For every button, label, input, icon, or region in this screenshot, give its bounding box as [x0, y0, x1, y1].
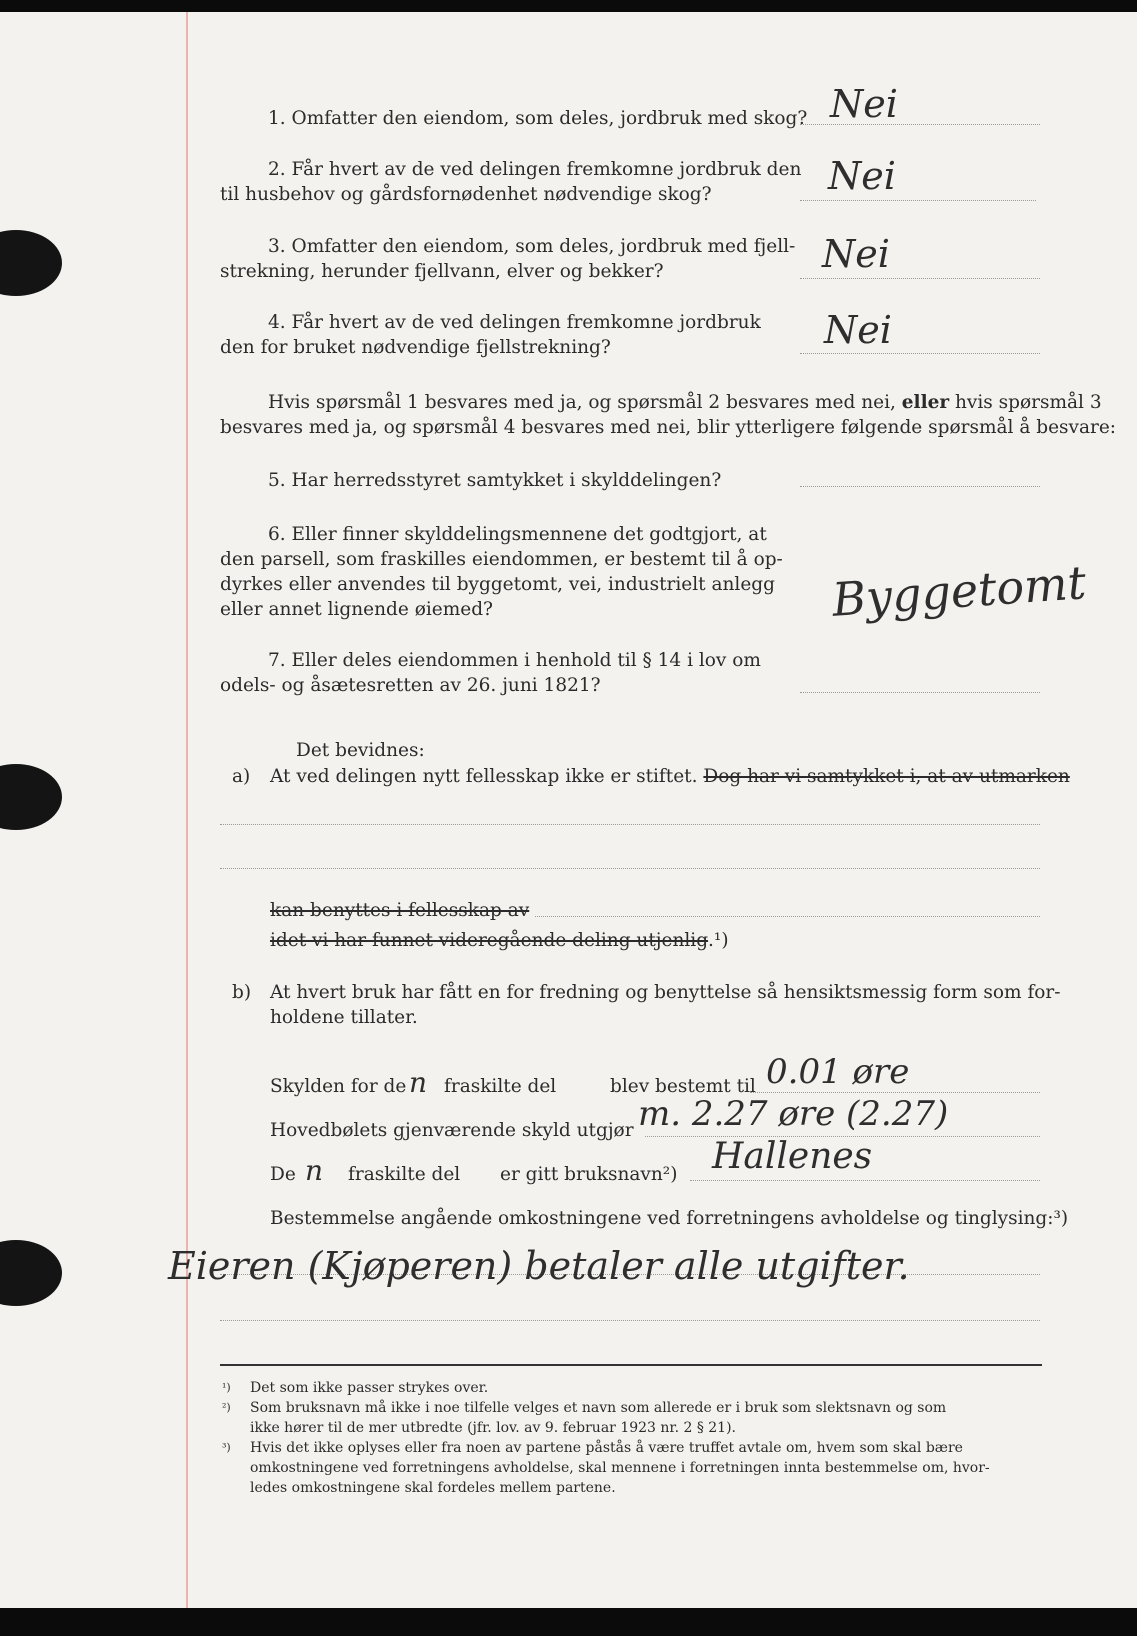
punch-hole-middle: [0, 764, 62, 830]
attest-a-struck-line-3: idet vi har funnet videregående deling utjenlig.¹): [270, 930, 729, 951]
footnote-1-mark: ¹): [222, 1381, 231, 1394]
answer-line-2[interactable]: [800, 200, 1036, 201]
footnote-2-mark: ²): [222, 1401, 231, 1414]
navn-value: Hallenes: [712, 1136, 873, 1177]
question-7-line-1: 7. Eller deles eiendommen i henhold til § 14 i lov om: [268, 650, 761, 671]
attest-a-fill-line-3[interactable]: [535, 916, 1040, 917]
navn-fill-line[interactable]: [690, 1180, 1040, 1181]
attest-a-label: a): [232, 766, 251, 787]
attest-a-line-1: At ved delingen nytt fellesskap ikke er stiftet. Dog har vi samtykket i, at av utmarken: [270, 766, 1070, 787]
footnote-3-mark: ³): [222, 1441, 231, 1454]
attest-a-fill-line-1[interactable]: [220, 824, 1040, 825]
margin-rule: [186, 12, 188, 1608]
bestem-label: Bestemmelse angående omkostningene ved forretningens avholdelse og tinglysing:³): [270, 1208, 1069, 1229]
answer-6: Byggetomt: [830, 555, 1088, 627]
footnote-2-line-2: ikke hører til de mer utbredte (jfr. lov. av 9. februar 1923 nr. 2 § 21).: [250, 1420, 737, 1436]
navn-label-b: fraskilte del: [348, 1164, 461, 1185]
question-3-line-2: strekning, herunder fjellvann, elver og bekker?: [220, 261, 664, 282]
attest-b-label: b): [232, 982, 252, 1003]
attest-b-line-1: At hvert bruk har fått en for fredning og benyttelse så hensiktsmessig form som for-: [270, 982, 1061, 1003]
answer-line-3[interactable]: [800, 278, 1040, 279]
question-3-line-1: 3. Omfatter den eiendom, som deles, jordbruk med fjell-: [268, 236, 796, 257]
condition-line-2: besvares med ja, og spørsmål 4 besvares med nei, blir ytterligere følgende spørsmål å besvare:: [220, 417, 1117, 438]
question-2-line-2: til husbehov og gårdsfornødenhet nødvendige skog?: [220, 184, 712, 205]
question-6-line-3: dyrkes eller anvendes til byggetomt, vei, industrielt anlegg: [220, 574, 775, 595]
answer-1: Nei: [830, 82, 898, 126]
footnote-3-line-1: Hvis det ikke oplyses eller fra noen av partene påstås å være truffet avtale om, hvem som skal bære: [250, 1440, 963, 1456]
punch-hole-bottom: [0, 1240, 62, 1306]
question-6-line-2: den parsell, som fraskilles eiendommen, er bestemt til å op-: [220, 549, 783, 570]
attest-a-fill-line-2[interactable]: [220, 868, 1040, 869]
answer-3: Nei: [822, 232, 890, 276]
document-page: [0, 12, 1137, 1608]
attest-a-struck-line-2: kan benyttes i fellesskap av: [270, 900, 530, 921]
answer-line-5[interactable]: [800, 486, 1040, 487]
skyld-hw-n: n: [409, 1066, 428, 1099]
answer-line-4[interactable]: [800, 353, 1040, 354]
navn-label-c: er gitt bruksnavn²): [500, 1164, 678, 1185]
skyld-label-c: blev bestemt til: [610, 1076, 756, 1097]
hoved-label: Hovedbølets gjenværende skyld utgjør: [270, 1120, 634, 1141]
skyld-label-b: fraskilte del: [444, 1076, 557, 1097]
condition-line-1: Hvis spørsmål 1 besvares med ja, og spørsmål 2 besvares med nei, eller hvis spørsmål 3: [268, 392, 1102, 413]
footnote-1: Det som ikke passer strykes over.: [250, 1380, 489, 1396]
question-4-line-1: 4. Får hvert av de ved delingen fremkomne jordbruk: [268, 312, 761, 333]
attest-b-line-2: holdene tillater.: [270, 1007, 418, 1028]
question-6-line-1: 6. Eller finner skylddelingsmennene det godtgjort, at: [268, 524, 767, 545]
footnote-rule: [220, 1364, 1042, 1366]
navn-hw-n: n: [305, 1154, 324, 1187]
bestem-fill-line-2[interactable]: [220, 1320, 1040, 1321]
skyld-fill-line[interactable]: [750, 1092, 1040, 1093]
question-5: 5. Har herredsstyret samtykket i skylddelingen?: [268, 470, 722, 491]
question-7-line-2: odels- og åsætesretten av 26. juni 1821?: [220, 675, 601, 696]
question-2-line-1: 2. Får hvert av de ved delingen fremkomne jordbruk den: [268, 159, 802, 180]
answer-4: Nei: [824, 308, 892, 352]
answer-line-7[interactable]: [800, 692, 1040, 693]
bestem-value: Eieren (Kjøperen) betaler alle utgifter.: [168, 1244, 910, 1288]
footnote-3-line-2: omkostningene ved forretningens avholdelse, skal mennene i forretningen innta bestemmelse om, hvor-: [250, 1460, 990, 1476]
hoved-value: m. 2.27 øre (2.27): [638, 1094, 949, 1134]
question-1: 1. Omfatter den eiendom, som deles, jordbruk med skog?: [268, 108, 808, 129]
question-4-line-2: den for bruket nødvendige fjellstrekning?: [220, 337, 611, 358]
skyld-value: 0.01 øre: [766, 1052, 910, 1092]
answer-2: Nei: [828, 154, 896, 198]
footnote-3-line-3: ledes omkostningene skal fordeles mellem partene.: [250, 1480, 616, 1496]
attest-intro: Det bevidnes:: [296, 740, 425, 761]
punch-hole-top: [0, 230, 62, 296]
skyld-label-a: Skylden for de: [270, 1076, 407, 1097]
footnote-2-line-1: Som bruksnavn må ikke i noe tilfelle velges et navn som allerede er i bruk som slektsnavn og som: [250, 1400, 947, 1416]
question-6-line-4: eller annet lignende øiemed?: [220, 599, 493, 620]
navn-label-a: De: [270, 1164, 296, 1185]
